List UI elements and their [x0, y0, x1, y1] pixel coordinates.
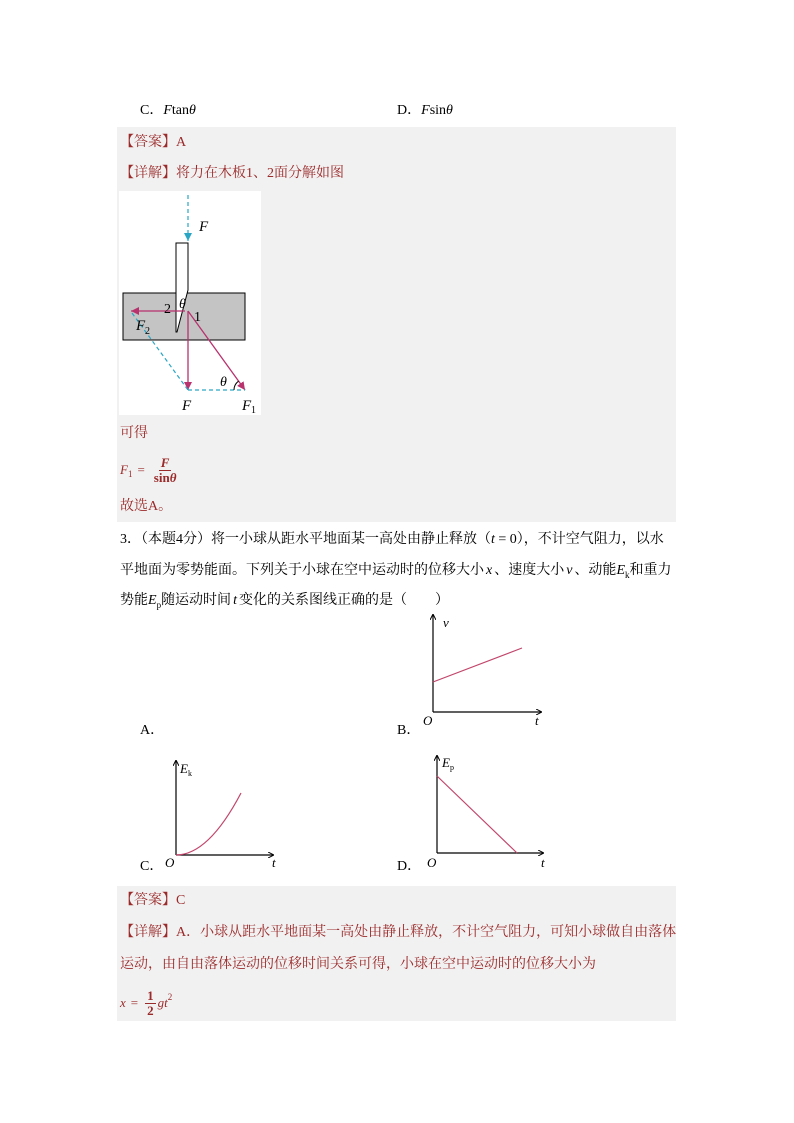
detail-tag: 【详解】	[120, 925, 176, 940]
label-theta-angle: θ	[220, 375, 227, 390]
math-func: sin	[429, 103, 447, 118]
q2-hence-line: 可得	[120, 426, 148, 441]
y-axis-label: E	[442, 755, 450, 770]
math-var: E	[616, 563, 625, 578]
q2-formula	[120, 452, 180, 488]
answer-value: A	[176, 135, 187, 150]
q3-option-d: D．	[397, 859, 422, 874]
force-decomposition-figure	[119, 191, 261, 415]
stem-text: 、动能	[574, 563, 617, 578]
math-var: x	[486, 563, 493, 578]
math-var: F	[421, 103, 430, 118]
stem-text: 和重力	[629, 563, 672, 578]
q2-conclusion: 故选A。	[120, 499, 173, 514]
math-var: θ	[189, 103, 196, 118]
formula-lhs-sub: 1	[127, 469, 133, 479]
option-label: D．	[397, 103, 422, 118]
math-var: θ	[446, 103, 453, 118]
prev-option-c	[140, 101, 196, 121]
stem-text: ），不计空气阻力，以水	[516, 532, 664, 547]
stem-text: 变化的关系图线正确的是（ ）	[238, 593, 449, 608]
math-func: sin	[153, 469, 170, 485]
formula-fraction	[152, 456, 179, 485]
q3-answer-line	[120, 891, 185, 911]
math-var-g: g	[157, 995, 165, 1010]
math-var: v	[566, 563, 573, 578]
stem-text: 随运动时间	[161, 593, 232, 608]
math-var-t: t	[164, 995, 168, 1010]
q3-option-c: C．	[140, 859, 164, 874]
option-label: C．	[140, 103, 164, 118]
math-var: t	[491, 532, 495, 547]
label-f-top: F	[199, 219, 209, 235]
graph-d-svg	[422, 750, 552, 870]
q3-option-b: B．	[397, 723, 421, 738]
prev-option-d	[397, 101, 453, 121]
q3-stem-line-2	[120, 561, 672, 581]
label-f1: F	[242, 398, 252, 414]
x-axis-label: t	[272, 855, 276, 870]
formula-lhs: x	[120, 995, 126, 1010]
formula-equals: =	[130, 995, 139, 1010]
math-var: t	[233, 593, 237, 608]
stem-text: 3．（本题4分）将一小球从距水平地面某一高处由静止释放（	[120, 532, 491, 547]
origin-label: O	[423, 713, 433, 728]
force-diagram-svg	[119, 191, 261, 415]
ek-t-curve	[176, 793, 241, 855]
label-f-bottom: F	[182, 398, 192, 414]
origin-label: O	[427, 855, 437, 870]
detail-text: A．小球从距水平地面某一高处由静止释放，不计空气阻力，可知小球做自由落体	[176, 925, 677, 940]
ep-t-line	[437, 776, 517, 853]
angle-arc	[234, 381, 239, 390]
stem-text: 平地面为零势能面。下列关于小球在空中运动时的位移大小	[120, 563, 484, 578]
fraction-numerator: 1	[147, 987, 154, 1003]
math-sub: p	[156, 600, 162, 610]
y-axis-label: E	[180, 761, 188, 776]
q3-detail-line-1	[120, 923, 676, 943]
answer-tag: 【答案】	[120, 135, 176, 150]
answer-value: C	[176, 893, 186, 908]
q2-answer-line	[120, 133, 186, 153]
q2-detail-line	[120, 164, 344, 184]
formula-exponent: 2	[167, 992, 173, 1002]
graph-b	[415, 610, 555, 730]
v-t-line	[433, 648, 522, 682]
label-f2: F	[136, 318, 146, 334]
graph-d	[422, 750, 552, 870]
y-axis-label-sub: p	[450, 763, 454, 772]
q3-stem-line-1	[120, 530, 664, 550]
fraction-numerator: F	[160, 454, 170, 470]
answer-block-q3	[117, 886, 676, 1021]
x-axis-label: t	[535, 713, 539, 728]
graph-c-svg	[160, 755, 285, 870]
fraction-denominator	[152, 471, 179, 485]
math-func: tan	[171, 103, 190, 118]
y-axis-label-sub: k	[188, 769, 192, 778]
math-sub: k	[625, 570, 630, 580]
detail-tag: 【详解】	[120, 166, 176, 181]
origin-label: O	[165, 855, 175, 870]
label-f1-sub: 1	[251, 405, 256, 415]
math-var: θ	[169, 469, 177, 485]
answer-tag: 【答案】	[120, 893, 176, 908]
math-var: F	[163, 103, 172, 118]
label-face-1: 1	[194, 310, 201, 325]
math-var: E	[148, 593, 157, 608]
formula-lhs: F	[120, 462, 128, 477]
stem-text: = 0	[494, 532, 517, 547]
detail-text: 将力在木板1、2面分解如图	[176, 166, 344, 181]
stem-text: 、速度大小	[494, 563, 565, 578]
label-f2-sub: 2	[145, 326, 150, 337]
q3-formula	[120, 985, 172, 1021]
q3-option-a: A．	[140, 723, 165, 738]
fraction-denominator: 2	[147, 1002, 154, 1018]
formula-fraction	[145, 989, 156, 1018]
q3-stem-line-3	[120, 591, 449, 611]
graph-b-svg	[415, 610, 555, 730]
graph-c	[160, 755, 285, 870]
x-axis-label: t	[541, 855, 545, 870]
formula-equals: =	[137, 462, 145, 477]
y-axis-label: v	[443, 615, 449, 630]
q3-detail-line-2: 运动，由自由落体运动的位移时间关系可得，小球在空中运动时的位移大小为	[120, 957, 596, 972]
label-face-2: 2	[164, 302, 171, 317]
label-theta-tip: θ	[179, 297, 186, 312]
stem-text: 势能	[120, 593, 148, 608]
